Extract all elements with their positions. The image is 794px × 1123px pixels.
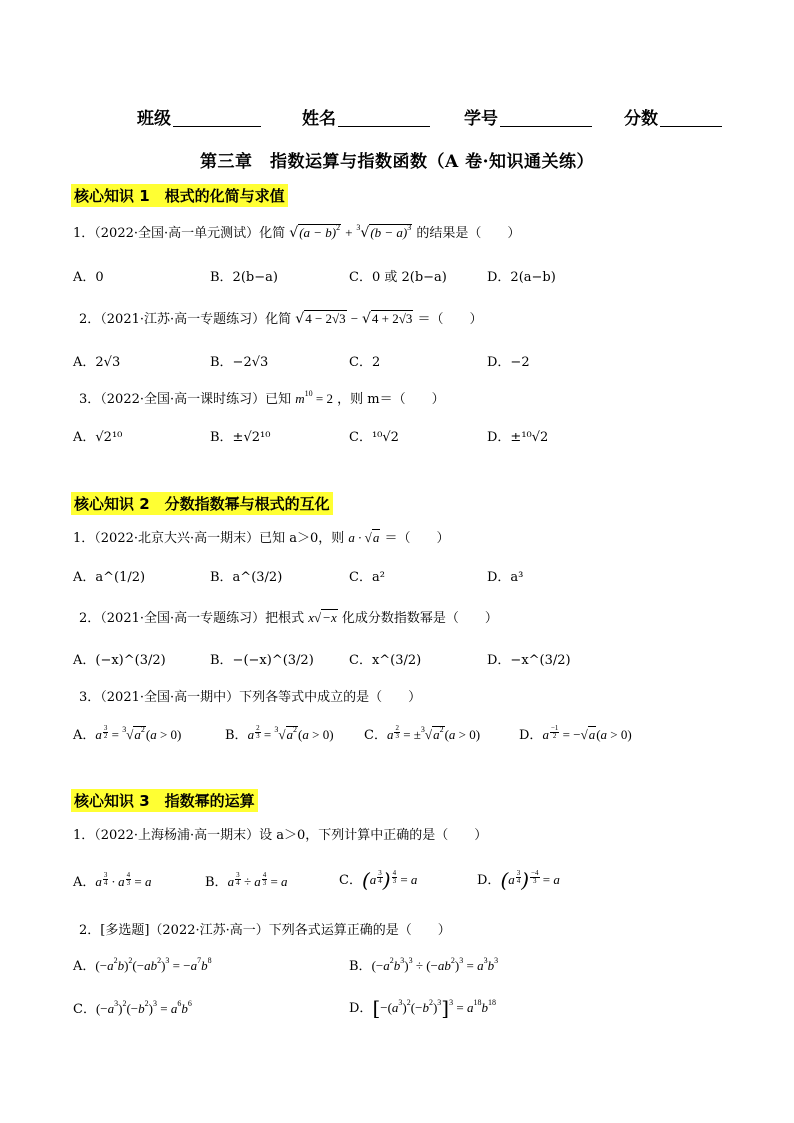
option-2-1-d[interactable]: D．a³ [487, 570, 524, 585]
option-1-1-c[interactable]: C．0 或 2(b−a) [349, 270, 447, 285]
option-3-1-d[interactable]: D．(a $\frac{3}{4}$ ) $\frac{-4}{3}$ = a [477, 868, 560, 892]
formula: √4 − 2√3 − √4 + 2√3 [295, 311, 413, 327]
option-2-3-b[interactable]: B．a $\frac{2}{3}$ = $^3√a^2(a > 0)$ [225, 724, 334, 743]
option-2-1-c[interactable]: C．a² [349, 570, 385, 585]
option-1-2-d[interactable]: D．−2 [487, 355, 530, 370]
question-2-3: 3．（2021·全国·高一期中）下列各等式中成立的是（ ） [79, 690, 422, 705]
option-2-3-a[interactable]: A．a $\frac{3}{2}$ = $^3√a^2(a > 0)$ [73, 724, 182, 743]
option-3-2-a[interactable]: A．$(-a^2b)^2(-ab^2)^3 = -a^7b^8$ [73, 956, 212, 974]
option-1-3-b[interactable]: B．±√2¹⁰ [210, 430, 271, 445]
option-3-1-a[interactable]: A．a $\frac{3}{4}$ · a $\frac{4}{3}$ = a [73, 871, 152, 890]
section-heading-2: 核心知识 2 分数指数幂与根式的互化 [71, 492, 333, 515]
option-1-1-b[interactable]: B．2(b−a) [210, 270, 278, 285]
option-1-3-a[interactable]: A．√2¹⁰ [73, 430, 123, 445]
option-3-1-b[interactable]: B．a $\frac{3}{4}$ ÷ a $\frac{4}{3}$ = a [205, 871, 288, 890]
option-2-2-c[interactable]: C．x^(3/2) [349, 653, 422, 668]
option-3-2-b[interactable]: B．$(-a^2b^3)^3 \div (-ab^2)^3 = a^3b^3$ [349, 956, 499, 974]
formula: a · √a [348, 530, 380, 545]
option-1-2-b[interactable]: B．−2√3 [210, 355, 269, 370]
option-1-1-d[interactable]: D．2(a−b) [487, 270, 556, 285]
question-1-2: 2．（2021·江苏·高一专题练习）化简 √4 − 2√3 − √4 + 2√3 ＝（ ） [79, 311, 483, 327]
student-id-field[interactable]: 学号 [464, 104, 592, 129]
formula: $m^{10} = 2$ [295, 389, 333, 406]
formula: x√−x [308, 610, 337, 625]
option-3-2-c[interactable]: C．$(-a^3)^2(-b^2)^3 = a^6b^6$ [73, 999, 192, 1017]
option-1-2-a[interactable]: A．2√3 [73, 355, 121, 370]
name-field[interactable]: 姓名 [302, 104, 430, 129]
formula: $√(a - b)^2 + ^3√(b - a)^3$ [289, 223, 412, 241]
option-2-1-b[interactable]: B．a^(3/2) [210, 570, 283, 585]
option-2-3-c[interactable]: C．a $\frac{2}{3}$ = $\pm^3√a^2(a > 0)$ [364, 724, 481, 743]
option-1-3-d[interactable]: D．±¹⁰√2 [487, 430, 549, 445]
question-3-2: 2．[多选题]（2022·江苏·高一）下列各式运算正确的是（ ） [79, 923, 451, 938]
option-1-3-c[interactable]: C．¹⁰√2 [349, 430, 399, 445]
option-3-2-d[interactable]: D．$[-(a^3)^2(-b^2)^3]^3 = a^{18}b^{18}$ [349, 996, 496, 1020]
question-2-1: 1．（2022·北京大兴·高一期末）已知 a＞0，则 a · √a ＝（ ） [73, 530, 450, 546]
score-field[interactable]: 分数 [624, 104, 722, 129]
question-1-1: 1．（2022·全国·高一单元测试）化简 $√(a - b)^2 + ^3√(b - a)^3$ 的结果是（ ） [73, 223, 521, 241]
option-2-1-a[interactable]: A．a^(1/2) [73, 570, 146, 585]
option-2-3-d[interactable]: D．a $\frac{-1}{2}$ = −√a(a > 0) [519, 724, 632, 743]
option-2-2-a[interactable]: A．(−x)^(3/2) [73, 653, 166, 668]
page-title: 第三章 指数运算与指数函数（A 卷·知识通关练） [199, 152, 595, 172]
student-info-row [0, 104, 794, 130]
option-1-1-a[interactable]: A．0 [73, 270, 104, 285]
option-2-2-d[interactable]: D．−x^(3/2) [487, 653, 571, 668]
section-heading-1: 核心知识 1 根式的化简与求值 [71, 184, 288, 207]
question-2-2: 2．（2021·全国·高一专题练习）把根式 x√−x 化成分数指数幂是（ ） [79, 610, 498, 626]
option-1-2-c[interactable]: C．2 [349, 355, 381, 370]
question-3-1: 1．（2022·上海杨浦·高一期末）设 a＞0，下列计算中正确的是（ ） [73, 828, 488, 843]
class-field[interactable]: 班级 [137, 104, 261, 129]
option-3-1-c[interactable]: C．(a $\frac{3}{4}$ ) $\frac{4}{3}$ = a [339, 868, 418, 892]
option-2-2-b[interactable]: B．−(−x)^(3/2) [210, 653, 314, 668]
question-1-3: 3．（2022·全国·高一课时练习）已知 $m^{10} = 2$ ，则 m＝（ ） [79, 389, 445, 407]
section-heading-3: 核心知识 3 指数幂的运算 [71, 789, 258, 812]
